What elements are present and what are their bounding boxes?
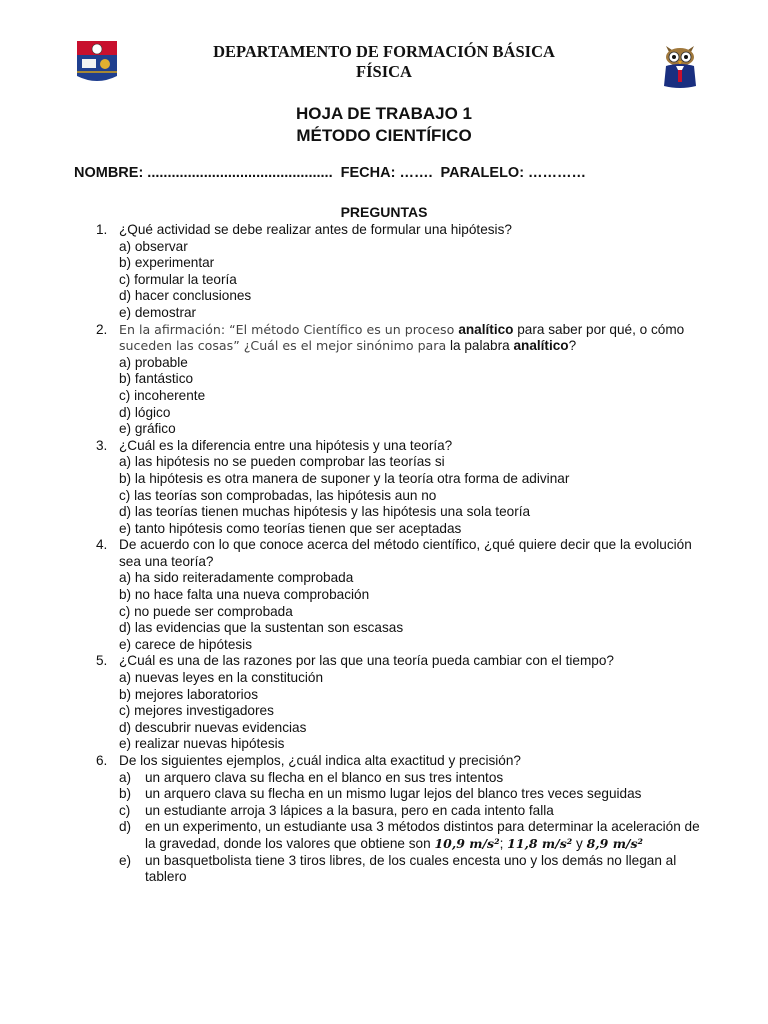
option-e: e) tanto hipótesis como teorías tienen que ser aceptadas [119,520,462,536]
option-c [119,803,714,820]
option-text-part: en un experimento, un estudiante usa 3 métodos distintos para determinar la aceleración de la gravedad, donde los valores que obtiene son [145,819,700,851]
option-d: d) lógico [119,404,171,420]
department-heading [0,42,768,82]
option-letter: c) [119,802,131,818]
option-d [119,819,714,852]
option-text: un basquetbolista tiene 3 tiros libres, de los cuales encesta uno y los demás no llegan al tablero [145,852,677,885]
gravity-value-2: 11,8 m/s² [507,835,573,851]
question-number: 2. [96,321,108,337]
option-letter: e) [119,852,132,868]
option-b: b) mejores laboratorios [119,686,259,702]
subject-name: FÍSICA [356,62,412,81]
option-e: e) realizar nuevas hipótesis [119,736,285,752]
option-a [119,770,714,787]
option-c: c) mejores investigadores [119,703,274,719]
question-text: ¿Cuál es una de las razones por las que una teoría pueda cambiar con el tiempo? [119,653,614,669]
option-d: d) las teorías tienen muchas hipótesis y las hipótesis una sola teoría [119,504,531,520]
question-text-part: la palabra [446,338,514,354]
option-letter: b) [119,786,132,802]
question-text: ¿Qué actividad se debe realizar antes de formular una hipótesis? [119,222,512,237]
student-info-line [74,165,590,181]
question-list [74,222,714,886]
name-field-label: NOMBRE: .............................................. [74,165,333,181]
option-e: e) gráfico [119,421,176,437]
option-b: b) experimentar [119,255,215,271]
option-b [119,786,714,803]
department-name: DEPARTAMENTO DE FORMACIÓN BÁSICA [213,42,555,61]
question-6 [74,753,714,886]
option-text [145,819,714,852]
option-b: b) no hace falta una nueva comprobación [119,587,370,603]
question-text-part: suceden las cosas” ¿Cuál es el mejor sinónimo para [119,338,447,354]
option-e [119,853,714,886]
questions-heading: PREGUNTAS [340,204,428,220]
option-b: b) la hipótesis es otra manera de suponer y la teoría otra forma de adivinar [119,470,570,486]
question-text-part: ? [568,338,577,354]
worksheet-title [0,103,768,147]
question-number: 4. [96,537,108,553]
option-a: a) nuevas leyes en la constitución [119,670,324,686]
question-text: ¿Cuál es la diferencia entre una hipótesis y una teoría? [119,437,453,453]
option-text: un arquero clava su flecha en el blanco en sus tres intentos [145,769,504,785]
question-text [119,322,714,355]
option-c: c) incoherente [119,387,206,403]
question-2 [74,322,714,438]
question-number: 1. [96,222,108,237]
separator: ; [499,835,508,851]
question-text: De acuerdo con lo que conoce acerca del método científico, ¿qué quiere decir que la evolución sea una teoría? [119,537,692,569]
option-c: c) las teorías son comprobadas, las hipótesis aun no [119,487,437,503]
question-4 [74,537,714,653]
separator: y [572,835,587,851]
option-c: c) no puede ser comprobada [119,603,293,619]
question-number: 6. [96,753,108,768]
question-5 [74,653,714,753]
option-d: d) descubrir nuevas evidencias [119,719,307,735]
option-c: c) formular la teoría [119,271,237,287]
option-letter: a) [119,769,132,785]
option-letter: d) [119,819,132,835]
question-number: 5. [96,653,108,669]
question-text: De los siguientes ejemplos, ¿cuál indica alta exactitud y precisión? [119,753,521,768]
option-a: a) probable [119,354,188,370]
question-number: 3. [96,437,108,453]
option-b: b) fantástico [119,371,194,387]
option-text: un arquero clava su flecha en un mismo lugar lejos del blanco tres veces seguidas [145,786,642,802]
option-a: a) ha sido reiteradamente comprobada [119,570,354,586]
worksheet-topic: MÉTODO CIENTÍFICO [296,126,472,145]
option-a: a) las hipótesis no se pueden comprobar las teorías si [119,454,445,470]
option-text: un estudiante arroja 3 lápices a la basura, pero en cada intento falla [145,802,554,818]
option-a: a) observar [119,238,188,254]
option-e: e) demostrar [119,304,197,320]
question-keyword: analítico [458,321,514,337]
question-text-part: para saber por qué, o cómo [513,321,685,337]
question-keyword: analítico [513,338,569,354]
section-field-label: PARALELO: ………… [440,165,587,181]
option-d: d) las evidencias que la sustentan son escasas [119,620,404,636]
date-field-label: FECHA: ……. [340,165,433,181]
worksheet-number: HOJA DE TRABAJO 1 [295,104,472,123]
question-text-part: En la afirmación: “El método Científico es un proceso [119,321,459,337]
gravity-value-1: 10,9 m/s² [434,835,500,851]
option-e: e) carece de hipótesis [119,636,252,652]
question-3 [74,438,714,538]
question-1 [74,222,714,322]
gravity-value-3: 8,9 m/s² [586,835,644,851]
option-d: d) hacer conclusiones [119,288,252,304]
